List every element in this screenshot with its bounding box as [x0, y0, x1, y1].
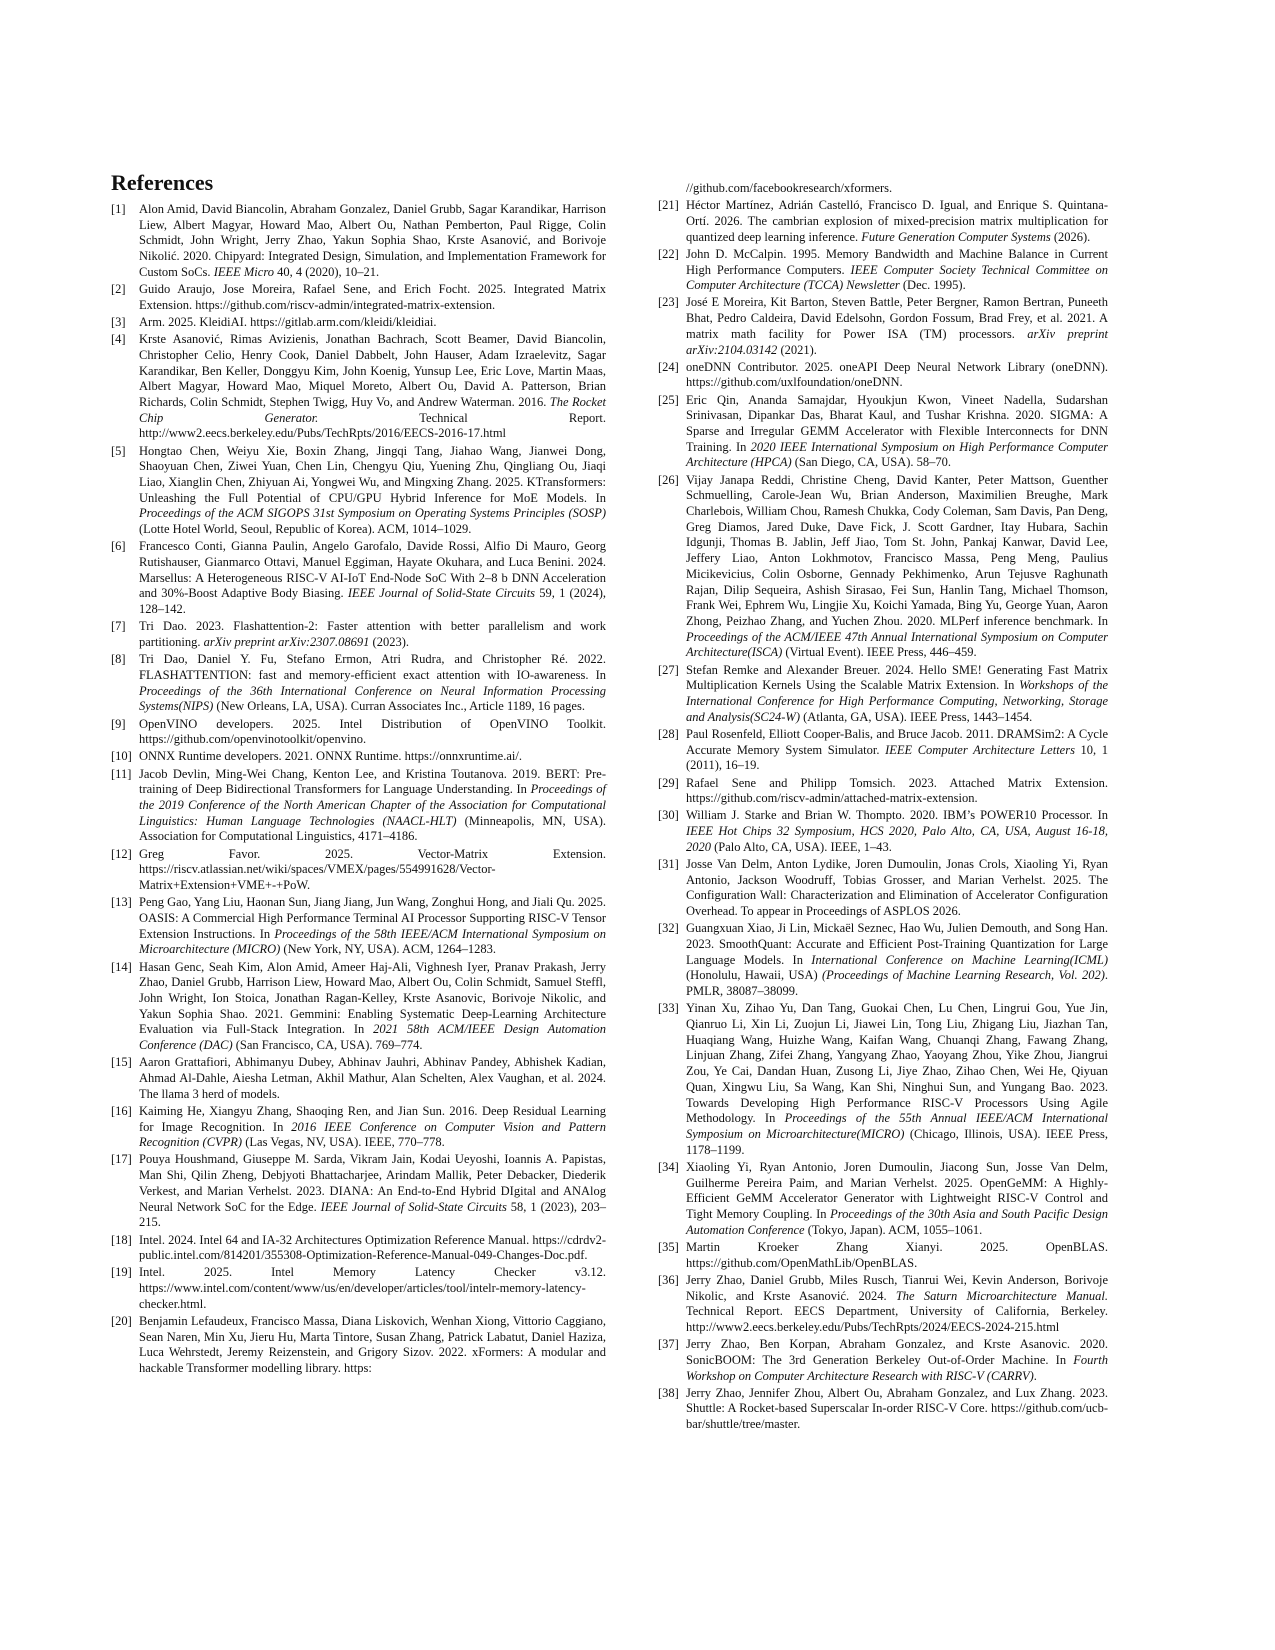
reference-number: [3] [111, 314, 126, 329]
reference-item [111, 1055, 606, 1102]
reference-venue: arXiv preprint arXiv:2307.08691 [203, 634, 370, 649]
reference-number: [11] [111, 766, 132, 781]
reference-text [686, 663, 1108, 724]
reference-text-part: Intel. 2024. Intel 64 and IA-32 Architectures Optimization Reference Manual. https://cdrdv2-public.intel.com/814201/355308-Optimization-Reference-Manual-049-Changes-Doc.pdf. [139, 1232, 606, 1263]
reference-text-part: Alon Amid, David Biancolin, Abraham Gonzalez, Daniel Grubb, Sagar Karandikar, Harrison Liew, Albert Magyar, Howard Mao, Albert Ou, Nathan Pemberton, Paul Rigge, Colin Schmidt, John Wright, Jerry Zhao, Yakun Sophia Shao, Krste Asanović, and Borivoje Nikolić. 2020. Chipyard: Integrated Design, Simulation, and Implementation Framework for Custom SoCs. [139, 202, 606, 279]
reference-number: [12] [111, 846, 132, 861]
reference-venue: 2021 58th ACM/IEEE Design Automation Conference (DAC) [139, 1022, 606, 1053]
reference-number: [14] [111, 959, 132, 974]
reference-text [686, 1160, 1108, 1237]
reference-number: [28] [658, 726, 679, 741]
reference-item [111, 282, 606, 313]
reference-text-part: (Virtual Event). IEEE Press, 446–459. [782, 645, 977, 660]
reference-venue: The Saturn Microarchitecture Manual. [895, 1288, 1108, 1303]
reference-text-part: Technical Report. EECS Department, University of California, Berkeley. http://www2.eecs.berkeley.edu/Pubs/TechRpts/2024/EECS-2024-215.html [686, 1304, 1108, 1334]
reference-text [686, 1001, 1108, 1156]
reference-number: [23] [658, 295, 679, 310]
reference-item [111, 652, 606, 715]
reference-number: [38] [658, 1385, 679, 1400]
reference-number: [24] [658, 359, 679, 374]
reference-item [658, 663, 1108, 726]
reference-text [686, 360, 1108, 390]
reference-text-part: José E Moreira, Kit Barton, Steven Battle, Peter Bergner, Ramon Bertran, Puneeth Bhat, Pedro Caldeira, David Edelsohn, Gordon Fossum, Brad Frey, et al. 2021. A matrix math facility for Power ISA (TM) processors. [686, 295, 1108, 341]
reference-venue: IEEE Journal of Solid-State Circuits [320, 1199, 507, 1214]
section-heading: References [111, 170, 214, 195]
reference-text-part: Kaiming He, Xiangyu Zhang, Shaoqing Ren, and Jian Sun. 2016. Deep Residual Learning for Image Recognition. In [139, 1103, 606, 1134]
reference-item [658, 1273, 1108, 1336]
reference-text [139, 619, 606, 649]
reference-text [139, 1265, 606, 1310]
reference-text [139, 960, 606, 1053]
reference-text-part: oneDNN Contributor. 2025. oneAPI Deep Neural Network Library (oneDNN). https://github.com/uxlfoundation/oneDNN. [686, 359, 1108, 390]
reference-text-part: Rafael Sene and Philipp Tomsich. 2023. Attached Matrix Extension. https://github.com/riscv-admin/attached-matrix-extension. [686, 775, 1108, 806]
reference-text-part: Arm. 2025. KleidiAI. https://gitlab.arm.com/kleidi/kleidiai. [139, 314, 437, 329]
reference-number: [13] [111, 895, 132, 910]
reference-number: [34] [658, 1159, 679, 1174]
reference-text-part: (Honolulu, Hawaii, USA) [686, 968, 823, 983]
reference-text-part: 58, 1 (2023), 203–215. [139, 1199, 606, 1230]
reference-text-part: (San Francisco, CA, USA). 769–774. [232, 1038, 423, 1053]
reference-text [139, 652, 606, 713]
reference-number: [37] [658, 1337, 679, 1352]
reference-text-part: (Palo Alto, CA, USA). IEEE, 1–43. [711, 839, 892, 854]
reference-item [658, 295, 1108, 358]
reference-venue: 2016 IEEE Conference on Computer Vision and Pattern Recognition (CVPR) [139, 1119, 607, 1150]
reference-text-part: Xiaoling Yi, Ryan Antonio, Joren Dumoulin, Jiacong Sun, Josse Van Delm, Guilherme Pereira Paim, and Marian Verhelst. 2025. OpenGeMM: A Highly-Efficient GeMM Accelerator Generator with Lightweight RISC-V Control and Tight Memory Coupling. In [686, 1159, 1108, 1221]
reference-item [111, 895, 606, 958]
reference-text-part: (2021). [777, 342, 817, 357]
reference-text-part: Jerry Zhao, Daniel Grubb, Miles Rusch, Tianrui Wei, Kevin Anderson, Borivoje Nikolic, and Krste Asanović. 2024. [686, 1272, 1108, 1303]
reference-text-part: Martin Kroeker Zhang Xianyi. 2025. OpenBLAS. https://github.com/OpenMathLib/OpenBLAS. [686, 1239, 1108, 1270]
reference-number: [15] [111, 1055, 132, 1070]
reference-text-part: Jerry Zhao, Ben Korpan, Abraham Gonzalez, and Krste Asanovic. 2020. SonicBOOM: The 3rd Generation Berkeley Out-of-Order Machine. In [686, 1337, 1108, 1367]
reference-venue: Workshops of the International Conference for High Performance Computing, Networking, Storage and Analysis(SC24-W) [686, 678, 1108, 724]
reference-text-part: John D. McCalpin. 1995. Memory Bandwidth and Machine Balance in Current High Performance Computers. [686, 246, 1108, 277]
reference-text [686, 808, 1108, 853]
reference-item [111, 749, 606, 765]
reference-text [139, 282, 606, 312]
reference-item [111, 202, 606, 281]
reference-number: [16] [111, 1103, 132, 1118]
reference-text [686, 1337, 1108, 1382]
reference-item [658, 1001, 1108, 1158]
reference-number: [29] [658, 775, 679, 790]
reference-item [658, 1240, 1108, 1271]
reference-venue: IEEE Computer Architecture Letters [885, 742, 1075, 757]
reference-text [686, 393, 1108, 470]
reference-item [111, 1152, 606, 1231]
reference-text [686, 857, 1108, 918]
reference-venue: (Proceedings of Machine Learning Research, Vol. 202) [822, 968, 1105, 983]
reference-text [686, 247, 1108, 292]
reference-list-left [111, 202, 606, 1378]
reference-item [658, 360, 1108, 391]
reference-text-part: Tri Dao, Daniel Y. Fu, Stefano Ermon, Atri Rudra, and Christopher Ré. 2022. FLASHATTENTION: fast and memory-efficient exact attention with IO-awareness. In [139, 652, 606, 682]
reference-text [139, 1314, 606, 1375]
reference-number: [1] [111, 202, 126, 216]
reference-text [686, 727, 1108, 772]
reference-text [139, 315, 437, 329]
reference-venue: 2020 IEEE International Symposium on High Performance Computer Architecture (HPCA) [686, 439, 1109, 470]
reference-venue: Proceedings of the 36th International Conference on Neural Information Processing Systems(NIPS) [139, 683, 606, 714]
reference-text-part: Pouya Houshmand, Giuseppe M. Sarda, Vikram Jain, Kodai Ueyoshi, Ioannis A. Papistas, Man Shi, Qilin Zheng, Debjyoti Bhattacharjee, Arindam Mallik, Peter Debacker, Diederik Verkest, and Marian Verhelst. 2023. DIANA: An End-to-End Hybrid DIgital and ANAlog Neural Network SoC for the Edge. [139, 1152, 606, 1214]
reference-item [658, 808, 1108, 855]
reference-venue: International Conference on Machine Learning(ICML) [811, 952, 1108, 967]
reference-venue: Future Generation Computer Systems [861, 229, 1051, 244]
reference-venue: IEEE Journal of Solid-State Circuits [347, 586, 536, 601]
reference-text-part: Yinan Xu, Zihao Yu, Dan Tang, Guokai Chen, Lu Chen, Lingrui Gou, Yue Jin, Qianruo Li, Xin Li, Zuojun Li, Jiawei Lin, Tong Liu, Zhigang Liu, Jiazhan Tan, Huaqiang Wang, Huizhe Wang, Kaifan Wang, Chuanqi Zhang, Fawang Zhang, Linjuan Zhang, Zifei Zhang, Yangyang Zhao, Yaoyang Zhou, Yike Zhou, Jiangrui Zou, Ye Cai, Dandan Huan, Zusong Li, Jiye Zhao, Zihao Chen, Wei He, Qiyuan Quan, Xingwu Liu, Sa Wang, Kan Shi, Ninghui Sun, and Yungang Bao. 2023. Towards Developing High Performance RISC-V Processors Using Agile Methodology. In [686, 1001, 1108, 1126]
reference-text-part: Francesco Conti, Gianna Paulin, Angelo Garofalo, Davide Rossi, Alfio Di Mauro, Georg Rutishauser, Gianmarco Ottavi, Manuel Eggiman, Hayate Okuhara, and Luca Benini. 2024. Marsellus: A Heterogeneous RISC-V AI-IoT End-Node SoC With 2–8 b DNN Acceleration and 30%-Boost Adaptive Body Biasing. [139, 539, 606, 601]
reference-text-part: Hongtao Chen, Weiyu Xie, Boxin Zhang, Jingqi Tang, Jiahao Wang, Jianwei Dong, Shaoyuan Chen, Ziwei Yuan, Chen Lin, Chengyu Qiu, Yuening Zhu, Qingliang Ou, Jiaqi Liao, Xianglin Chen, Zhiyuan Ai, Yongwei Wu, and Mingxing Zhang. 2025. KTransformers: Unleashing the Full Potential of CPU/GPU Hybrid Inference for MoE Models. In [139, 443, 606, 505]
reference-text-part: (2026). [1050, 229, 1091, 244]
reference-number: [32] [658, 921, 679, 936]
reference-number: [31] [658, 857, 679, 872]
reference-text [139, 444, 606, 537]
reference-item [658, 473, 1108, 661]
reference-text-part: Josse Van Delm, Anton Lydike, Joren Dumoulin, Jonas Crols, Xiaoling Yi, Ryan Antonio, Jackson Woodruff, Tobias Grosser, and Marian Verhelst. 2025. The Configuration Wall: Characterization and Elimination of Accelerator Configuration Overhead. To appear in Proceedings of ASPLOS 2026. [686, 857, 1108, 919]
reference-venue: Fourth Workshop on Computer Architecture Research with RISC-V (CARRV) [686, 1352, 1108, 1383]
reference-venue: IEEE Computer Society Technical Committee on Computer Architecture (TCCA) Newsletter [686, 262, 1108, 293]
reference-text-part: William J. Starke and Brian W. Thompto. 2020. IBM’s POWER10 Processor. In [686, 808, 1108, 823]
reference-item [658, 198, 1108, 245]
reference-venue: Proceedings of the ACM SIGOPS 31st Symposium on Operating Systems Principles (SOSP) [139, 506, 606, 521]
reference-text-part: . [1033, 1368, 1037, 1383]
reference-number: [17] [111, 1152, 132, 1167]
reference-text [139, 847, 606, 892]
reference-venue: Proceedings of the 30th Asia and South Pacific Design Automation Conference [686, 1207, 1108, 1237]
reference-text-part: Guangxuan Xiao, Ji Lin, Mickaël Seznec, Hao Wu, Julien Demouth, and Song Han. 2023. SmoothQuant: Accurate and Efficient Post-Training Quantization for Large Language Models. In [686, 921, 1108, 967]
reference-item [111, 539, 606, 618]
reference-item [658, 1386, 1108, 1433]
reference-text-part: Guido Araujo, Jose Moreira, Rafael Sene, and Erich Focht. 2025. Integrated Matrix Extension. https://github.com/riscv-admin/integrated-matrix-extension. [139, 282, 606, 312]
reference-text [139, 1152, 606, 1229]
reference-venue: The Rocket Chip Generator. [139, 394, 606, 425]
reference-text-part: Intel. 2025. Intel Memory Latency Checker v3.12. https://www.intel.com/content/www/us/en/developer/articles/tool/intelr-memory-latency-checker.html. [139, 1265, 606, 1311]
reference-continuation: //github.com/facebookresearch/xformers. [686, 181, 893, 195]
reference-text [686, 473, 1108, 660]
reference-text-part: (San Diego, CA, USA). 58–70. [791, 455, 952, 470]
reference-text-part: Vijay Janapa Reddi, Christine Cheng, David Kanter, Peter Mattson, Guenther Schmuelling, Carole-Jean Wu, Brian Anderson, Maximilien Breughe, Mark Charlebois, William Chou, Ramesh Chukka, Cody Coleman, Sam Davis, Pan Deng, Greg Diamos, Jared Duke, Dave Fick, J. Scott Gardner, Itay Hubara, Sachin Idgunji, Thomas B. Jablin, Jeff Jiao, Tom St. John, Pankaj Kanwar, David Lee, Jeffery Liao, Anton Lokhmotov, Francisco Massa, Peng Meng, Paulius Micikevicius, Colin Osborne, Gennady Pekhimenko, Arun Tejusve Raghunath Rajan, Dilip Sequeira, Ashish Sirasao, Fei Sun, Hanlin Tang, Michael Thomson, Frank Wei, Ephrem Wu, Lingjie Xu, Koichi Yamada, Bing Yu, George Yuan, Aaron Zhong, Peizhao Zhang, and Yuchen Zhou. 2020. MLPerf inference benchmark. In [686, 472, 1108, 628]
reference-text-part: (2023). [369, 634, 409, 649]
reference-text-part: Tri Dao. 2023. Flashattention-2: Faster attention with better parallelism and work partitioning. [139, 619, 606, 649]
reference-number: [18] [111, 1232, 132, 1247]
reference-text-part: Greg Favor. 2025. Vector-Matrix Extension. https://riscv.atlassian.net/wiki/spaces/VMEX/pages/554991628/Vector-Matrix+Extension+VME+-+PoW. [139, 846, 606, 893]
reference-item [658, 921, 1108, 1000]
reference-number: [6] [111, 539, 126, 554]
reference-item [658, 857, 1108, 920]
reference-venue: Proceedings of the 2019 Conference of the North American Chapter of the Association for Computational Linguistics: Human Language Technologies (NAACL-HLT) [139, 782, 606, 828]
reference-number: [30] [658, 808, 679, 823]
reference-item [658, 776, 1108, 807]
reference-text [139, 749, 522, 763]
reference-text-part: (Tokyo, Japan). ACM, 1055–1061. [804, 1222, 983, 1237]
reference-item [111, 619, 606, 650]
reference-text-part: ONNX Runtime developers. 2021. ONNX Runtime. https://onnxruntime.ai/. [139, 749, 522, 764]
reference-text-part: (Atlanta, GA, USA). IEEE Press, 1443–1454. [800, 709, 1033, 724]
reference-number: [22] [658, 246, 679, 261]
reference-text [139, 1233, 606, 1263]
reference-item [111, 960, 606, 1054]
reference-item [111, 1233, 606, 1264]
reference-text-part: 10, 1 (2011), 16–19. [686, 742, 1109, 773]
reference-text [139, 717, 606, 747]
reference-item [658, 1160, 1108, 1239]
reference-number: [4] [111, 332, 126, 347]
reference-text [686, 198, 1108, 243]
reference-text-part: Paul Rosenfeld, Elliott Cooper-Balis, and Bruce Jacob. 2011. DRAMSim2: A Cycle Accurate Memory System Simulator. [686, 726, 1108, 757]
reference-text-part: (Lotte Hotel World, Seoul, Republic of Korea). ACM, 1014–1029. [139, 522, 472, 537]
reference-text [139, 332, 606, 440]
reference-text-part: Krste Asanović, Rimas Avizienis, Jonathan Bachrach, Scott Beamer, David Biancolin, Christopher Celio, Henry Cook, Daniel Dabbelt, John Hauser, Adam Izraelevitz, Sagar Karandikar, Ben Keller, Donggyu Kim, John Koenig, Yunsup Lee, Eric Love, Martin Maas, Albert Magyar, Howard Mao, Miquel Moreto, Albert Ou, David A. Patterson, Brian Richards, Colin Schmidt, Stephen Twigg, Huy Vo, and Andrew Waterman. 2016. [139, 332, 606, 409]
reference-number: [9] [111, 716, 126, 731]
reference-text [139, 539, 606, 616]
reference-text-part: Jerry Zhao, Jennifer Zhou, Albert Ou, Abraham Gonzalez, and Lux Zhang. 2023. Shuttle: A Rocket-based Superscalar In-order RISC-V Core. https://github.com/ucb-bar/shuttle/tree/master. [686, 1385, 1108, 1432]
reference-text [139, 202, 606, 279]
reference-text-part: Eric Qin, Ananda Samajdar, Hyoukjun Kwon, Vineet Nadella, Sudarshan Srinivasan, Dipankar Das, Bharat Kaul, and Tushar Krishna. 2020. SIGMA: A Sparse and Irregular GEMM Accelerator with Flexible Interconnects for DNN Training. In [686, 392, 1108, 454]
reference-venue: arXiv preprint arXiv:2104.03142 [686, 326, 1108, 357]
reference-item [658, 1337, 1108, 1384]
reference-item [111, 1104, 606, 1151]
reference-text [686, 295, 1108, 356]
reference-text-part: OpenVINO developers. 2025. Intel Distribution of OpenVINO Toolkit. https://github.com/openvinotoolkit/openvino. [139, 716, 606, 747]
reference-text [139, 895, 606, 956]
reference-text-part: Aaron Grattafiori, Abhimanyu Dubey, Abhinav Jauhri, Abhinav Pandey, Abhishek Kadian, Ahmad Al-Dahle, Aiesha Letman, Akhil Mathur, Alan Schelten, Alex Vaughan, et al. 2024. The llama 3 herd of models. [139, 1055, 606, 1101]
reference-item [111, 1265, 606, 1312]
reference-text-part: Stefan Remke and Alexander Breuer. 2024. Hello SME! Generating Fast Matrix Multiplication Kernels Using the Scalable Matrix Extension. In [686, 662, 1108, 693]
reference-number: [33] [658, 1001, 679, 1016]
reference-number: [2] [111, 282, 126, 297]
reference-text-part: Hasan Genc, Seah Kim, Alon Amid, Ameer Haj-Ali, Vighnesh Iyer, Pranav Prakash, Jerry Zhao, Daniel Grubb, Harrison Liew, Howard Mao, Albert Ou, Colin Schmidt, Samuel Steffl, John Wright, Ion Stoica, Jonathan Ragan-Kelley, Krste Asanovic, Borivoje Nikolic, and Yakun Sophia Shao. 2021. Gemmini: Enabling Systematic Deep-Learning Architecture Evaluation via Full-Stack Integration. In [139, 959, 606, 1037]
reference-text-part: Benjamin Lefaudeux, Francisco Massa, Diana Liskovich, Wenhan Xiong, Vittorio Caggiano, Sean Naren, Min Xu, Jieru Hu, Marta Tintore, Susan Zhang, Patrick Labatut, Daniel Haziza, Luca Wehrstedt, Jeremy Reizenstein, and Grigory Sizov. 2022. xFormers: A modular and hackable Transformer modelling library. https: [139, 1314, 606, 1376]
reference-text-part: (New York, NY, USA). ACM, 1264–1283. [280, 942, 497, 957]
reference-number: [26] [658, 472, 679, 487]
reference-list-right [658, 181, 1108, 1434]
reference-item [111, 332, 606, 442]
reference-text-part: (New Orleans, LA, USA). Curran Associates Inc., Article 1189, 16 pages. [213, 699, 585, 714]
reference-item [111, 767, 606, 846]
reference-number: [20] [111, 1314, 132, 1329]
reference-text-part: Héctor Martínez, Adrián Castelló, Francisco D. Igual, and Enrique S. Quintana-Ortí. 2026. The cambrian explosion of mixed-precision matrix multiplication for quantized deep learning inference. [686, 198, 1108, 244]
reference-text-part: 59, 1 (2024), 128–142. [139, 586, 607, 617]
reference-text [686, 921, 1108, 998]
reference-text-part: (Chicago, Illinois, USA). IEEE Press, 1178–1199. [686, 1126, 1108, 1157]
reference-text [139, 1055, 606, 1100]
reference-text [139, 767, 606, 844]
reference-text-part: (Las Vegas, NV, USA). IEEE, 770–778. [242, 1135, 445, 1150]
reference-number: [5] [111, 443, 126, 458]
reference-text-part: (Minneapolis, MN, USA). Association for Computational Linguistics, 4171–4186. [139, 813, 606, 844]
reference-number: [7] [111, 619, 126, 634]
reference-text-part: 40, 4 (2020), 10–21. [273, 264, 380, 279]
reference-item [658, 393, 1108, 472]
reference-text-part: Jacob Devlin, Ming-Wei Chang, Kenton Lee, and Kristina Toutanova. 2019. BERT: Pre-training of Deep Bidirectional Transformers for Language Understanding. In [139, 766, 606, 797]
reference-text-part: . PMLR, 38087–38099. [686, 968, 1109, 999]
reference-venue: Proceedings of the ACM/IEEE 47th Annual International Symposium on Computer Architecture(ISCA) [686, 629, 1108, 660]
reference-text [686, 776, 1108, 806]
reference-item [111, 1314, 606, 1377]
reference-number: [27] [658, 662, 679, 677]
reference-number: [19] [111, 1265, 132, 1280]
reference-text [686, 1273, 1108, 1334]
reference-item [111, 444, 606, 538]
reference-venue: IEEE Hot Chips 32 Symposium, HCS 2020, Palo Alto, CA, USA, August 16-18, 2020 [686, 824, 1108, 854]
reference-number: [8] [111, 652, 126, 667]
reference-text [686, 1240, 1108, 1270]
reference-text-part: (Dec. 1995). [899, 278, 966, 293]
reference-text-part: Peng Gao, Yang Liu, Haonan Sun, Jiang Jiang, Jun Wang, Zonghui Hong, and Jiali Qu. 2025. OASIS: A Commercial High Performance Terminal AI Processor Supporting RISC-V Tensor Extension Instructions. In [139, 895, 606, 941]
reference-venue: Proceedings of the 58th IEEE/ACM International Symposium on Microarchitecture (MICRO) [139, 926, 606, 957]
reference-venue: IEEE Micro [213, 264, 274, 279]
reference-number: [36] [658, 1272, 679, 1287]
reference-item [658, 247, 1108, 294]
reference-number: [21] [658, 198, 679, 213]
reference-number: [10] [111, 749, 132, 764]
reference-number: [25] [658, 392, 679, 407]
reference-text [139, 1104, 606, 1149]
reference-venue: Proceedings of the 55th Annual IEEE/ACM International Symposium on Microarchitecture(MICRO) [686, 1111, 1108, 1141]
reference-item [111, 717, 606, 748]
reference-number: [35] [658, 1239, 679, 1254]
reference-item [658, 727, 1108, 774]
reference-text-part: Technical Report. http://www2.eecs.berkeley.edu/Pubs/TechRpts/2016/EECS-2016-17.html [139, 410, 606, 441]
reference-text [686, 1386, 1108, 1431]
reference-item [111, 847, 606, 894]
reference-item [111, 315, 606, 331]
